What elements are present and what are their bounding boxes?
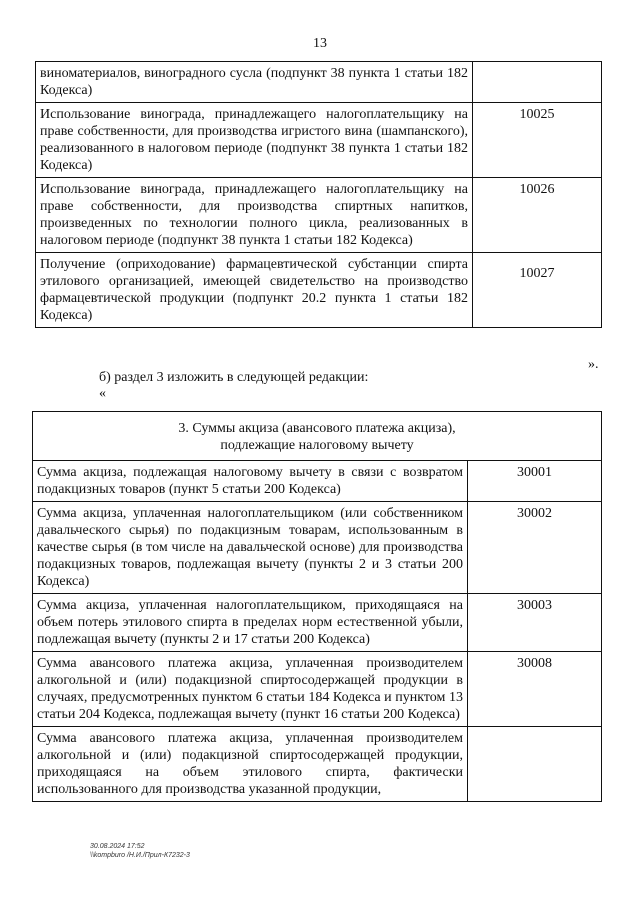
row-code: 30001: [468, 461, 602, 502]
section-heading-line1: 3. Суммы акциза (авансового платежа акциза),: [178, 421, 456, 436]
stamp-datetime: 30.08.2024 17:52: [90, 843, 145, 850]
section3-deduction-table: [32, 411, 602, 802]
section-heading-line2: подлежащие налоговому вычету: [220, 438, 414, 453]
row-description: Использование винограда, принадлежащего налогоплательщику на праве собственности, для производства игристого вина (шампанского), реализованного в налоговом периоде (подпункт 38 пункта 1 статьи 182 Кодекса): [36, 103, 473, 178]
closing-quote: ».: [588, 357, 599, 372]
table-row: [33, 461, 602, 502]
row-description: Сумма акциза, уплаченная налогоплательщиком (или собственником давальческого сырья) по подакцизным товарам, использованным в качестве сырья (в том числе на давальческой основе) для производства подакцизных товаров, подлежащая вычету (пункты 2 и 3 статьи 200 Кодекса): [33, 502, 468, 594]
row-description: Использование винограда, принадлежащего налогоплательщику на праве собственности, для производства спиртных напитков, произведенных по технологии полного цикла, реализованных в налоговом периоде (подпункт 38 пункта 1 статьи 182 Кодекса): [36, 178, 473, 253]
section-heading: [33, 412, 602, 461]
excise-codes-table-continued: [35, 61, 602, 328]
row-description: Сумма авансового платежа акциза, уплаченная производителем алкогольной и (или) подакцизной спиртосодержащей продукции, приходящаяся на объем этилового спирта, фактически использованного для производства указанной продукции,: [33, 727, 468, 802]
footer-stamp: [90, 842, 190, 860]
row-description: Получение (оприходование) фармацевтической субстанции спирта этилового организацией, имеющей свидетельство на производство фармацевтической продукции (подпункт 20.2 пункта 1 статьи 182 Кодекса): [36, 253, 473, 328]
page-number: 13: [313, 36, 327, 51]
row-code: 10026: [473, 178, 602, 253]
table-row: [36, 103, 602, 178]
table-row: [33, 652, 602, 727]
row-code: 10027: [473, 253, 602, 328]
opening-quote: «: [99, 386, 106, 401]
row-code: [473, 62, 602, 103]
row-code: 30008: [468, 652, 602, 727]
row-code: [468, 727, 602, 802]
row-description: виноматериалов, виноградного сусла (подпункт 38 пункта 1 статьи 182 Кодекса): [36, 62, 473, 103]
stamp-file-path: \\kompburo /Н.И./Прил-К7232-3: [90, 852, 190, 859]
table-row: [36, 178, 602, 253]
row-code: 30002: [468, 502, 602, 594]
amendment-instruction: б) раздел 3 изложить в следующей редакции:: [99, 370, 369, 385]
row-code: 10025: [473, 103, 602, 178]
row-description: Сумма авансового платежа акциза, уплаченная производителем алкогольной и (или) подакцизной спиртосодержащей продукции в случаях, предусмотренных пунктом 6 статьи 184 Кодекса и пунктом 13 статьи 204 Кодекса, подлежащая вычету (пункт 16 статьи 200 Кодекса): [33, 652, 468, 727]
table-row: [33, 594, 602, 652]
table-header-row: [33, 412, 602, 461]
row-description: Сумма акциза, подлежащая налоговому вычету в связи с возвратом подакцизных товаров (пункт 5 статьи 200 Кодекса): [33, 461, 468, 502]
row-code: 30003: [468, 594, 602, 652]
table-row: [36, 62, 602, 103]
table-row: [36, 253, 602, 328]
table-row: [33, 727, 602, 802]
table-row: [33, 502, 602, 594]
row-description: Сумма акциза, уплаченная налогоплательщиком, приходящаяся на объем потерь этилового спирта в пределах норм естественной убыли, подлежащая вычету (пункты 2 и 17 статьи 200 Кодекса): [33, 594, 468, 652]
